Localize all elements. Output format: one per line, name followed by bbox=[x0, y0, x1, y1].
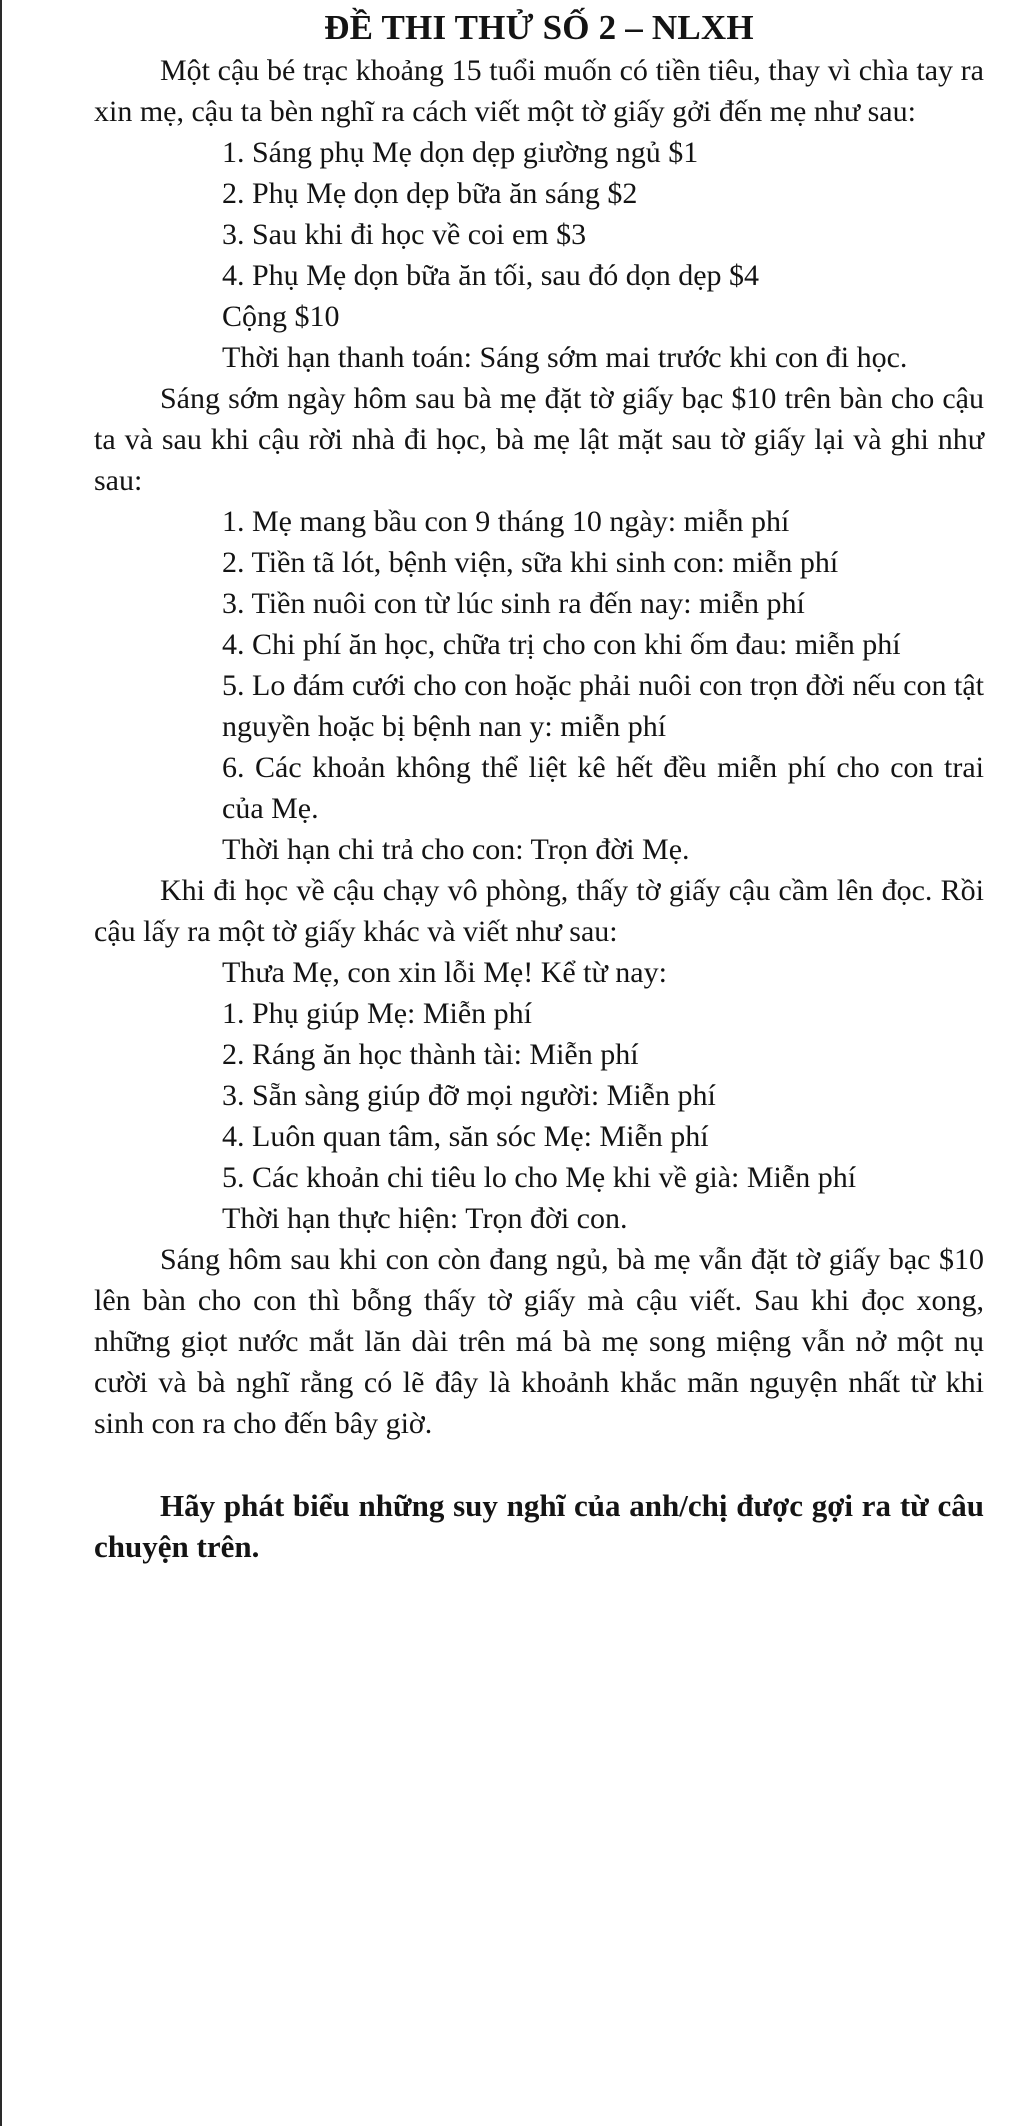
son-bill-item: 4. Phụ Mẹ dọn bữa ăn tối, sau đó dọn dẹp $4 bbox=[222, 259, 760, 292]
son-bill-item: 2. Phụ Mẹ dọn dẹp bữa ăn sáng $2 bbox=[222, 177, 638, 210]
son-bill-deadline: Thời hạn thanh toán: Sáng sớm mai trước khi con đi học. bbox=[222, 341, 908, 374]
mother-bill-item: 1. Mẹ mang bầu con 9 tháng 10 ngày: miễn phí bbox=[222, 505, 790, 538]
son-bill-item: 1. Sáng phụ Mẹ dọn dẹp giường ngủ $1 bbox=[222, 136, 699, 169]
mother-bill-item: 4. Chi phí ăn học, chữa trị cho con khi ốm đau: miễn phí bbox=[222, 628, 901, 661]
apology-list bbox=[94, 993, 984, 1198]
left-border-line bbox=[0, 0, 2, 2126]
intro-paragraph: Một cậu bé trạc khoảng 15 tuổi muốn có tiền tiêu, thay vì chìa tay ra xin mẹ, cậu ta bèn nghĩ ra cách viết một tờ giấy gởi đến mẹ như sau: bbox=[94, 54, 984, 128]
mother-bill-item: 2. Tiền tã lót, bệnh viện, sữa khi sinh con: miễn phí bbox=[222, 546, 839, 579]
apology-item: 3. Sẵn sàng giúp đỡ mọi người: Miễn phí bbox=[222, 1079, 716, 1112]
apology-item: 5. Các khoản chi tiêu lo cho Mẹ khi về già: Miễn phí bbox=[222, 1161, 857, 1194]
exam-page bbox=[94, 0, 984, 1567]
son-bill-total: Cộng $10 bbox=[222, 300, 340, 333]
exam-question: Hãy phát biểu những suy nghĩ của anh/chị được gợi ra từ câu chuyện trên. bbox=[94, 1488, 984, 1564]
mother-bill-list bbox=[94, 501, 984, 829]
closing-paragraph: Sáng hôm sau khi con còn đang ngủ, bà mẹ vẫn đặt tờ giấy bạc $10 lên bàn cho con thì bỗng thấy tờ giấy mà cậu viết. Sau khi đọc xong, những giọt nước mắt lăn dài trên má bà mẹ song miệng vẫn nở một nụ cười và bà nghĩ rằng có lẽ đây là khoảnh khắc mãn nguyện nhất từ khi sinh con ra cho đến bây giờ. bbox=[94, 1243, 984, 1440]
mother-bill-deadline: Thời hạn chi trả cho con: Trọn đời Mẹ. bbox=[222, 833, 690, 866]
son-return-paragraph: Khi đi học về cậu chạy vô phòng, thấy tờ giấy cậu cầm lên đọc. Rồi cậu lấy ra một tờ giấy khác và viết như sau: bbox=[94, 874, 984, 948]
apology-item: 1. Phụ giúp Mẹ: Miễn phí bbox=[222, 997, 533, 1030]
mother-bill-item: 3. Tiền nuôi con từ lúc sinh ra đến nay: miễn phí bbox=[222, 587, 805, 620]
apology-deadline: Thời hạn thực hiện: Trọn đời con. bbox=[222, 1202, 628, 1235]
mother-bill-item: 5. Lo đám cưới cho con hoặc phải nuôi con trọn đời nếu con tật nguyền hoặc bị bệnh nan y: miễn phí bbox=[222, 669, 984, 743]
son-bill-item: 3. Sau khi đi học về coi em $3 bbox=[222, 218, 587, 251]
apology-item: 2. Ráng ăn học thành tài: Miễn phí bbox=[222, 1038, 639, 1071]
spacer bbox=[94, 1444, 984, 1485]
apology-opening: Thưa Mẹ, con xin lỗi Mẹ! Kể từ nay: bbox=[222, 956, 667, 989]
son-bill-list bbox=[94, 132, 984, 296]
mother-reply-paragraph: Sáng sớm ngày hôm sau bà mẹ đặt tờ giấy bạc $10 trên bàn cho cậu ta và sau khi cậu rời nhà đi học, bà mẹ lật mặt sau tờ giấy lại và ghi như sau: bbox=[94, 382, 984, 497]
page-title: ĐỀ THI THỬ SỐ 2 – NLXH bbox=[324, 8, 754, 47]
apology-item: 4. Luôn quan tâm, săn sóc Mẹ: Miễn phí bbox=[222, 1120, 709, 1153]
mother-bill-item: 6. Các khoản không thể liệt kê hết đều miễn phí cho con trai của Mẹ. bbox=[222, 751, 984, 825]
